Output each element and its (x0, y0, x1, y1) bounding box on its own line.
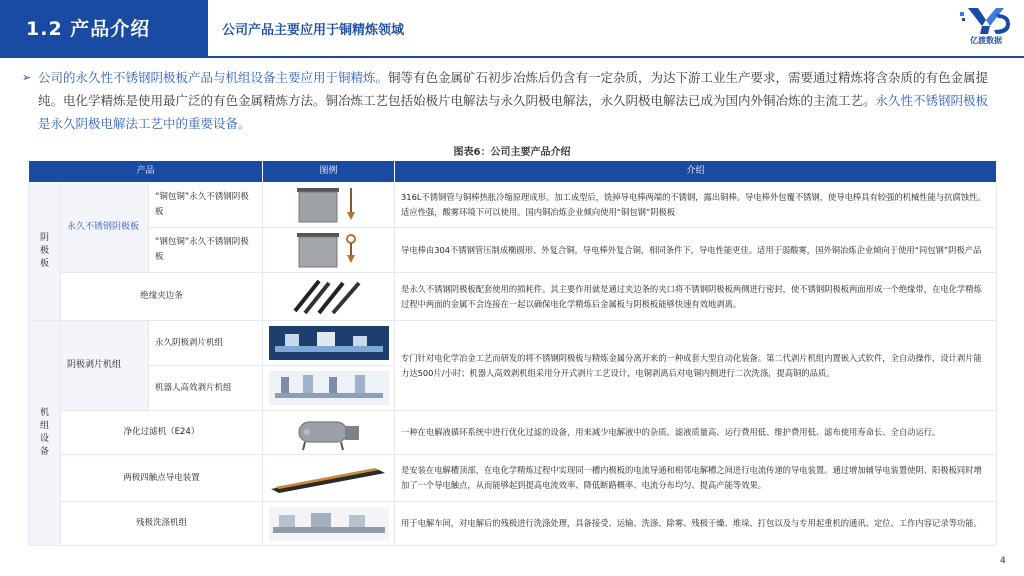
edge-strip-icon (289, 277, 369, 317)
table-row (29, 273, 997, 321)
filter-tank-icon (289, 414, 369, 452)
cathode-plate-icon (289, 231, 369, 269)
company-logo (956, 4, 1016, 50)
product-table (28, 160, 997, 546)
product-image-steel-clad (263, 228, 395, 273)
intro-highlight-1: 公司的永久性不锈钢阴极板产品与机组设备主要应用于铜精炼。 (38, 70, 389, 85)
header-divider (0, 56, 1024, 58)
logo-icon (956, 4, 1016, 36)
intro-paragraph (22, 66, 993, 135)
logo-text: 亿渡数据 (970, 36, 1002, 45)
category-char: 备 (39, 447, 49, 457)
busbar-icon (267, 459, 391, 497)
intro-body: 铜等有色金属矿石初步冶炼后仍含有一定杂质，为达下游工业生产要求，需要通过精炼将含杂质的有色金属提纯。电化学精炼是使用最广泛的有色金属精炼方法。铜冶炼工艺包括始极片电解法与永久阴极电解法，永久阴极电解法已成为国内外铜冶炼的主流工艺。 (38, 70, 989, 108)
page-title: 1.2 产品介绍 (26, 18, 151, 40)
robot-stripping-icon (267, 369, 391, 407)
category-equipment (29, 321, 61, 546)
product-name: “钢包铜”永久不锈钢阴极板 (149, 228, 263, 273)
page-number: 4 (1000, 556, 1006, 566)
category-cathode (29, 183, 61, 321)
product-description: 一种在电解液循环系统中进行优化过滤的设备，用来减少电解液中的杂质。滤液质量高、运行费用低、维护费用低、滤布使用寿命长、全自动运行。 (395, 411, 997, 455)
product-name: 两极四触点导电装置 (61, 455, 263, 502)
category-char: 设 (39, 434, 49, 444)
page-subtitle: 公司产品主要应用于铜精炼领域 (222, 23, 405, 38)
header-title-band (0, 0, 208, 58)
table-header-row (29, 161, 997, 183)
group-cathode-plate: 永久不锈钢阴极板 (61, 183, 149, 273)
product-name: 永久阴极剥片机组 (149, 321, 263, 366)
product-description: 316L不锈钢管与铜棒热胀冷缩原理成形。加工成型后，铣掉导电棒两端的不锈钢，露出铜棒。导电棒外包覆不锈钢，使导电棒具有较强的机械性能与抗腐蚀性。适应性强，酸雾环境下可以使用。国内铜冶炼企业倾向使用“铜包钢”阴极板 (395, 183, 997, 228)
cathode-plate-icon (289, 186, 369, 224)
product-image-copper-clad (263, 183, 395, 228)
group-stripping: 阴极剥片机组 (61, 321, 149, 411)
product-description: 专门针对电化学冶金工艺而研发的将不锈钢阴极板与精炼金属分离开来的一种成套大型自动化装备。第二代剥片机组内置嵌入式软件，全自动操作，设计剥片能力达500片/小时；机器人高效剥机组采用分开式剥片工艺设计，电铜剥离后对电铜内侧进行二次洗涤，提高铜的品质。 (395, 321, 997, 411)
product-image-insulator (263, 273, 395, 321)
header-image: 图例 (263, 161, 395, 183)
figure-title: 图表6：公司主要产品介绍 (453, 147, 571, 158)
category-char: 组 (39, 421, 49, 431)
product-description: 用于电解车间，对电解后的残极进行洗涤处理，具备接受、运输、洗涤、除雾、残极干燥、堆垛、打包以及与专用起重机的通讯、定位、工作内容记录等功能。 (395, 502, 997, 546)
intro-highlight-2: 永久性不锈钢阴极板是永久阴极电解法工艺中的重要设备。 (38, 93, 989, 131)
table-row (29, 228, 997, 273)
product-image-conductive (263, 455, 395, 502)
bullet-arrow-icon: ➢ (22, 71, 32, 84)
product-name: 机器人高效剥片机组 (149, 366, 263, 411)
category-char: 阴 (39, 233, 49, 243)
table-row (29, 411, 997, 455)
category-char: 机 (39, 408, 49, 418)
product-name: “铜包铜”永久不锈钢阴极板 (149, 183, 263, 228)
table-row (29, 183, 997, 228)
product-name: 残极洗涤机组 (61, 502, 263, 546)
stripping-line-icon (267, 324, 391, 362)
product-image-stripping-1 (263, 321, 395, 366)
category-char: 板 (39, 259, 49, 269)
table-row (29, 455, 997, 502)
slide-header (0, 0, 1024, 58)
product-name: 净化过滤机（E24） (61, 411, 263, 455)
category-char: 极 (39, 246, 49, 256)
table-row (29, 321, 997, 366)
product-description: 导电棒由304不锈钢管压制成椭圆形、外复合铜。导电棒外复合铜，相同条件下，导电性能更佳。适用于弱酸雾，国外铜冶炼企业倾向于使用“同包钢”阴极产品 (395, 228, 997, 273)
product-image-stripping-2 (263, 366, 395, 411)
table-row (29, 502, 997, 546)
header-product: 产品 (29, 161, 263, 183)
product-name: 绝缘夹边条 (61, 273, 263, 321)
washing-line-icon (267, 505, 391, 543)
product-image-washing (263, 502, 395, 546)
product-image-filter (263, 411, 395, 455)
product-description: 是永久不锈钢阴极板配套使用的损耗件。其主要作用就是通过夹边条的夹口将不锈钢阴极板两侧进行密封，使不锈钢阴极板两面形成一个绝缘带，在电化学精炼过程中两面的金属不会连接在一起以确保电化学精炼后金属板与阴极板能够快速有效地剥离。 (395, 273, 997, 321)
header-description: 介绍 (395, 161, 997, 183)
product-description: 是安装在电解槽顶部，在电化学精炼过程中实现同一槽内极板的电流导通和相邻电解槽之间进行电流传递的导电装置。通过增加辅导电装置使阴、阳极板同时增加了一个导电触点，从而能够起到提高电流效率、降低断路概率、电流分布均匀、提高产能等效果。 (395, 455, 997, 502)
